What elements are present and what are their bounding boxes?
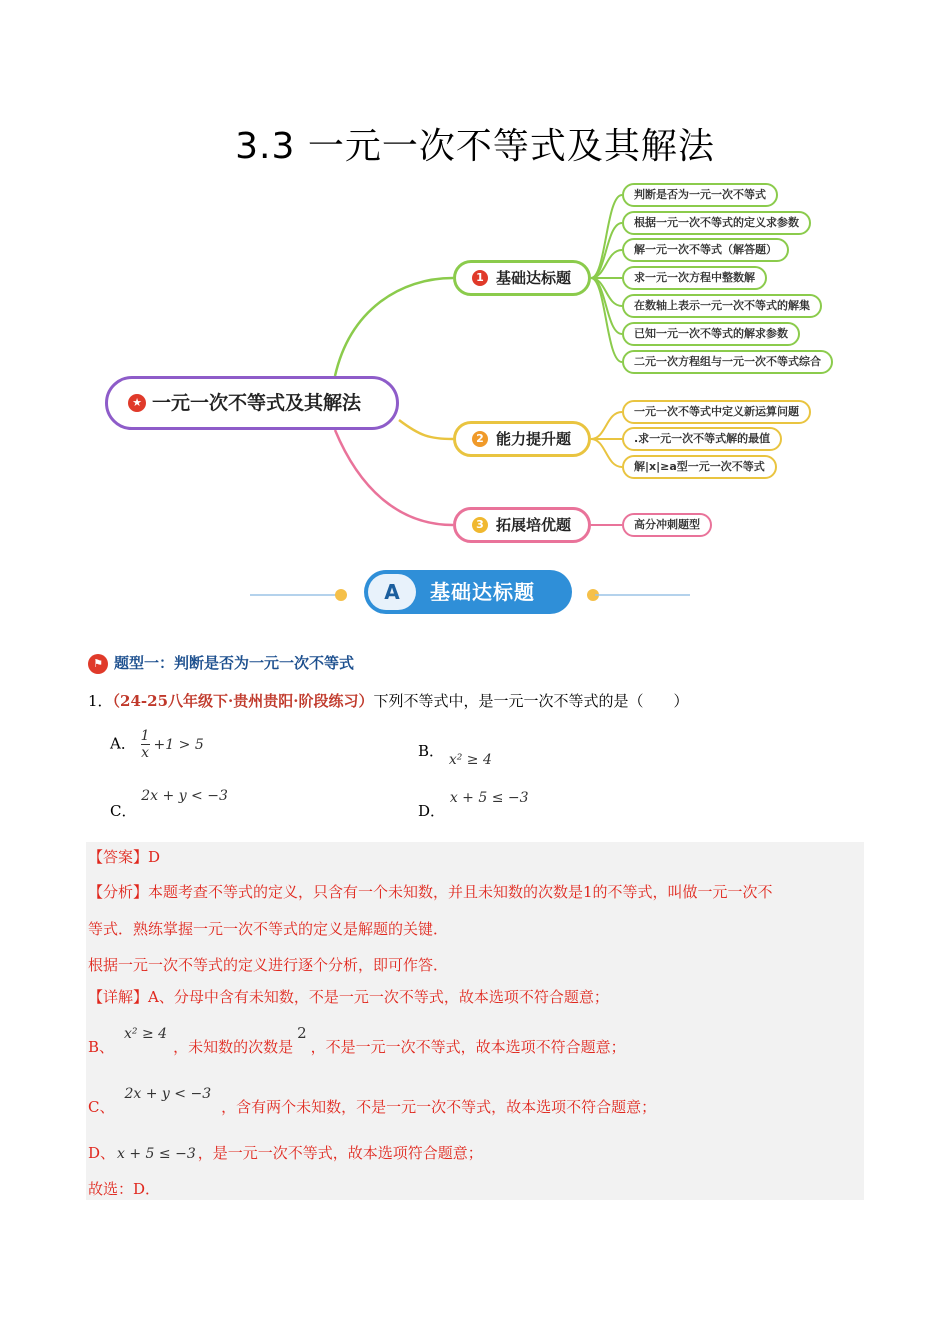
mindmap-leaf: .求一元一次不等式解的最值 bbox=[622, 427, 782, 451]
question-type-label: 题型一：判断是否为一元一次不等式 bbox=[114, 654, 355, 672]
mindmap-leaf: 已知一元一次不等式的解求参数 bbox=[622, 322, 800, 346]
section-letter: A bbox=[368, 574, 416, 610]
branch-label: 拓展培优题 bbox=[496, 516, 572, 534]
mindmap-leaf: 解|x|≥a型一元一次不等式 bbox=[622, 455, 777, 479]
mindmap-branch-basic bbox=[453, 260, 591, 296]
branch-label: 能力提升题 bbox=[496, 430, 572, 448]
mindmap-leaf: 判断是否为一元一次不等式 bbox=[622, 183, 778, 207]
mindmap-leaf: 一元一次不等式中定义新运算问题 bbox=[622, 400, 811, 424]
option-expression: x + 5 ≤ −3 bbox=[449, 790, 529, 806]
analysis-line-1: 【分析】本题考查不等式的定义，只含有一个未知数，并且未知数的次数是1的不等式，叫做一元一次不 bbox=[88, 883, 773, 901]
page-title: 3.3 一元一次不等式及其解法 bbox=[235, 126, 715, 167]
mindmap-root bbox=[105, 376, 399, 430]
section-banner bbox=[364, 570, 572, 614]
question-text: 下列不等式中，是一元一次不等式的是（ ） bbox=[373, 692, 689, 710]
section-title: 基础达标题 bbox=[430, 580, 535, 604]
option-a bbox=[110, 728, 204, 761]
answer-line: 【答案】D bbox=[88, 848, 161, 866]
detail-line-a: 【详解】A、分母中含有未知数，不是一元一次不等式，故本选项不符合题意； bbox=[88, 988, 609, 1006]
analysis-line-3: 根据一元一次不等式的定义进行逐个分析，即可作答． bbox=[88, 956, 449, 974]
mindmap-leaf: 二元一次方程组与一元一次不等式综合 bbox=[622, 350, 833, 374]
mindmap-branch-extended bbox=[453, 507, 591, 543]
option-label: A． bbox=[110, 734, 136, 753]
detail-line-c: C、2x + y < −3，含有两个未知数，不是一元一次不等式，故本选项不符合题意； bbox=[88, 1086, 657, 1116]
detail-line-b: B、x² ≥ 4，未知数的次数是2，不是一元一次不等式，故本选项不符合题意； bbox=[88, 1024, 626, 1056]
question-number: 1． bbox=[88, 692, 113, 710]
mindmap-leaf: 根据一元一次不等式的定义求参数 bbox=[622, 211, 811, 235]
option-d bbox=[418, 790, 529, 821]
conclusion-line: 故选：D． bbox=[88, 1180, 161, 1198]
option-c bbox=[110, 788, 228, 821]
option-expression: 2x + y < −3 bbox=[141, 788, 228, 804]
question-type-heading bbox=[88, 650, 354, 676]
analysis-line-2: 等式．熟练掌握一元一次不等式的定义是解题的关键． bbox=[88, 920, 449, 938]
branch-number-icon: 1 bbox=[472, 270, 488, 286]
mindmap-leaf: 高分冲刺题型 bbox=[622, 513, 712, 537]
mindmap-leaf: 在数轴上表示一元一次不等式的解集 bbox=[622, 294, 822, 318]
mindmap-branch-advanced bbox=[453, 421, 591, 457]
option-b bbox=[418, 740, 492, 768]
branch-label: 基础达标题 bbox=[496, 269, 572, 287]
option-label: D． bbox=[418, 802, 446, 820]
detail-line-d: D、 x + 5 ≤ −3 ，是一元一次不等式，故本选项符合题意； bbox=[88, 1144, 483, 1162]
mindmap-leaf: 求一元一次方程中整数解 bbox=[622, 266, 767, 290]
option-expression: x² ≥ 4 bbox=[448, 752, 492, 768]
branch-number-icon: 2 bbox=[472, 431, 488, 447]
question-stem bbox=[88, 690, 688, 712]
option-label: B． bbox=[418, 742, 445, 760]
star-icon: ★ bbox=[128, 394, 146, 412]
mindmap-leaf: 解一元一次不等式（解答题） bbox=[622, 238, 789, 262]
mindmap-root-label: 一元一次不等式及其解法 bbox=[152, 392, 362, 414]
flag-icon: ⚑ bbox=[88, 654, 108, 674]
option-label: C． bbox=[110, 802, 137, 820]
option-expression: $\frac{1}{x}$ +1 > 5 bbox=[140, 728, 204, 761]
question-source: （24-25八年级下·贵州贵阳·阶段练习） bbox=[112, 692, 374, 710]
branch-number-icon: 3 bbox=[472, 517, 488, 533]
